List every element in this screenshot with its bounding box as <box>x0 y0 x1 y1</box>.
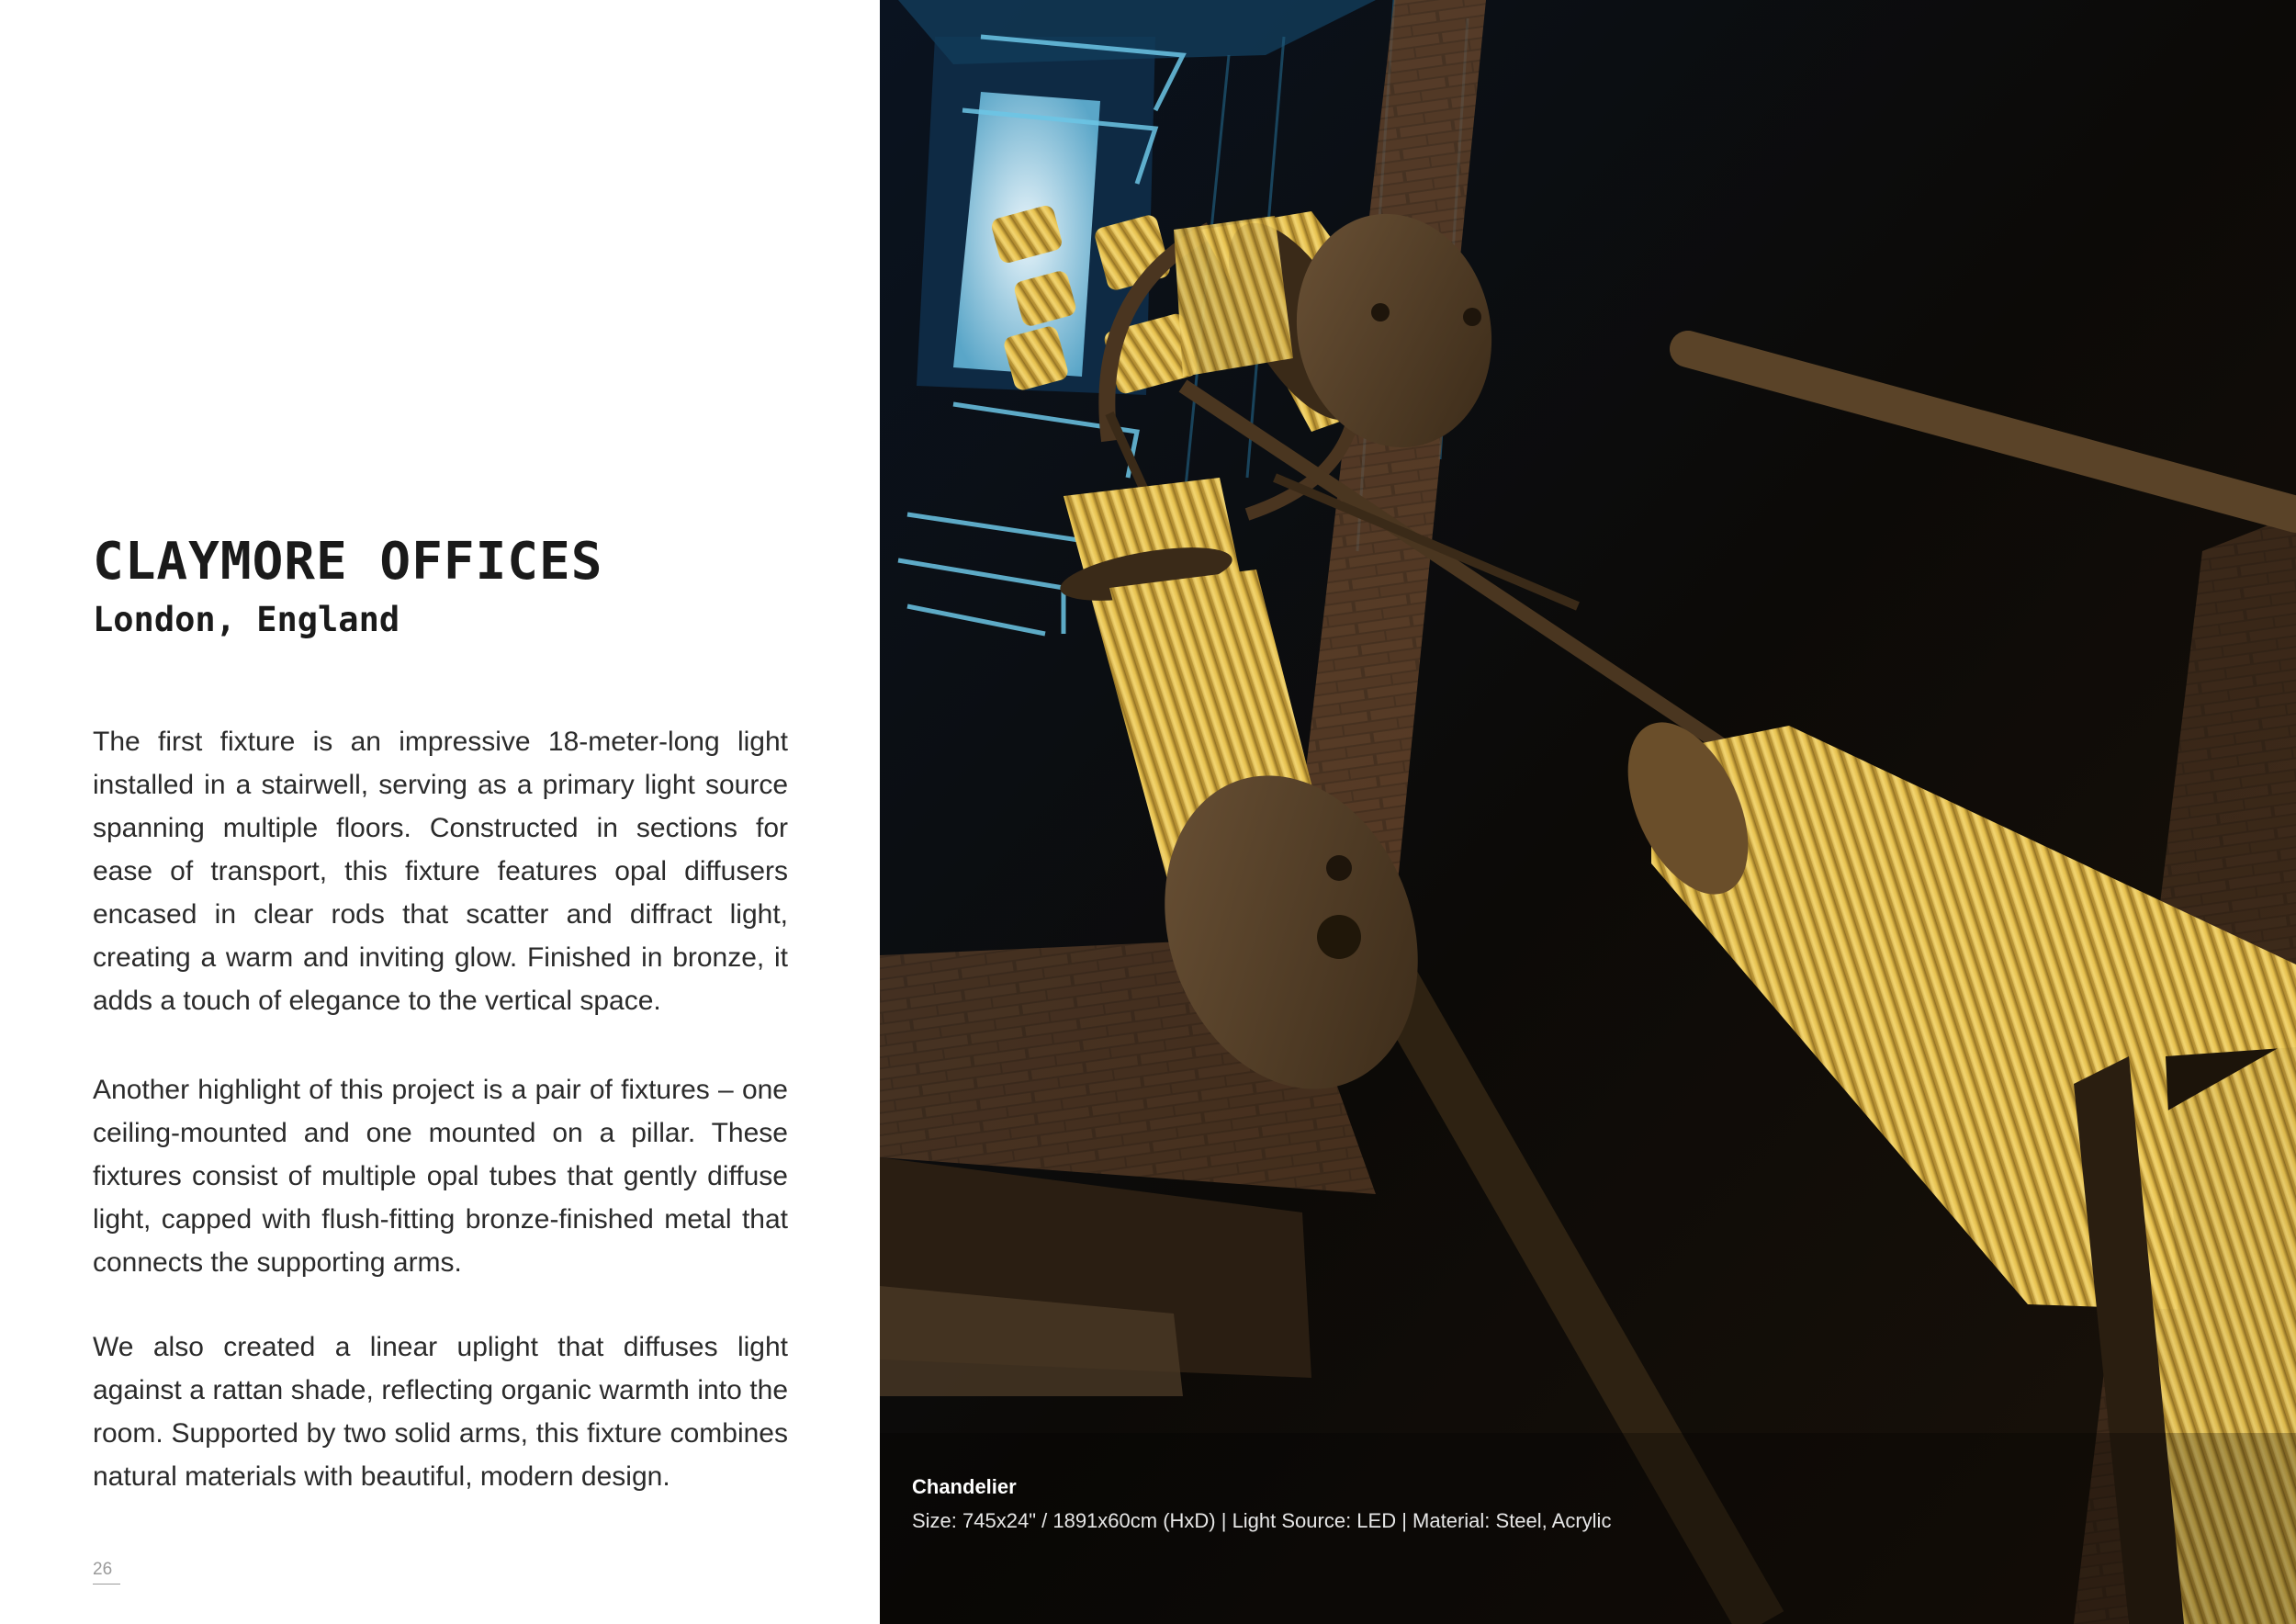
caption-title: Chandelier <box>912 1475 1017 1498</box>
project-location: London, England <box>93 600 400 639</box>
project-title: CLAYMORE OFFICES <box>93 532 603 592</box>
paragraph-2: Another highlight of this project is a pair of fixtures – one ceiling-mounted and one mounted on a pillar. These fixtures consist of multiple opal tubes that gently diffuse light, capped with flush-fitting bronze-finished metal that connects the supporting arms. <box>93 1075 788 1278</box>
paragraph-1: The first fixture is an impressive 18-meter-long light installed in a stairwell, serving as a primary light source spanning multiple floors. Constructed in sections for ease of transport, this fixture features opal diffusers encased in clear rods that scatter and diffract light, creating a warm and inviting glow. Finished in bronze, it adds a touch of elegance to the vertical space. <box>93 727 788 1016</box>
paragraph-3: We also created a linear uplight that diffuses light against a rattan shade, reflecting organic warmth into the room. Supported by two solid arms, this fixture combines natural materials with beautiful, modern design. <box>93 1332 788 1492</box>
text-panel <box>0 0 880 1624</box>
caption-specs: Size: 745x24" / 1891x60cm (HxD) | Light Source: LED | Material: Steel, Acrylic <box>912 1509 1612 1532</box>
page-number: 26 <box>93 1560 120 1585</box>
chandelier-photo <box>880 0 2296 1624</box>
